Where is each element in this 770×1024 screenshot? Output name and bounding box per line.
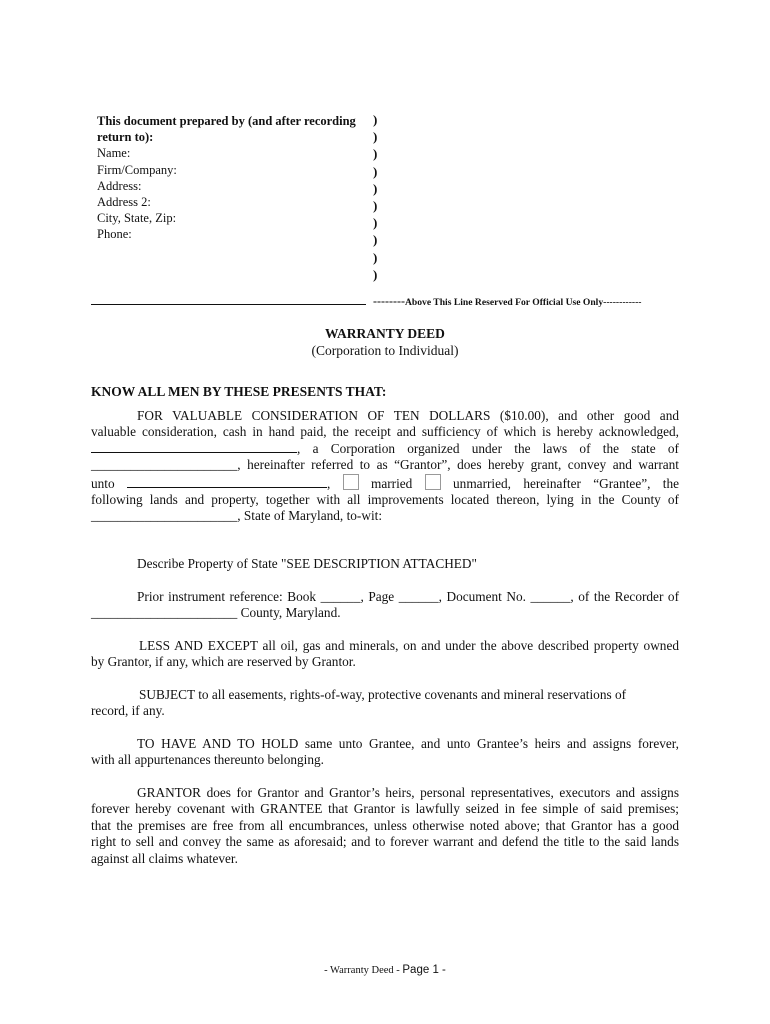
subject-line1: SUBJECT to all easements, rights-of-way, protective covenants and mineral reservations of [139,687,627,702]
paren: ) [373,163,378,179]
county-blank[interactable]: ______________________ [91,508,238,524]
consideration-paragraph [91,408,679,525]
describe-line: Describe Property of State "SEE DESCRIPTION ATTACHED" [137,556,477,571]
consideration-line2: valuable consideration, cash in hand paid, the receipt and sufficiency of which is hereby acknowledged, [91,424,679,440]
paren: ) [373,215,378,231]
firm-field-label: Firm/Company: [97,162,177,177]
state-blank[interactable]: ______________________ [91,457,238,473]
prepared-by-heading-line1: This document prepared by (and after recording [97,114,356,128]
consideration-line7-text: , State of Maryland, to-wit: [237,508,383,524]
prior-instrument-paragraph [91,589,679,622]
page-footer [0,964,770,976]
paren: ) [373,180,378,196]
prepared-by-block [97,113,365,243]
document-title: WARRANTY DEED [325,326,445,341]
reserved-dashes-left: -------- [373,294,405,308]
habendum-line2: with all appurtenances thereunto belonging. [91,752,324,768]
name-field-label: Name: [97,146,131,161]
paren: ) [373,232,378,248]
habendum-paragraph [91,736,679,769]
less-except-line2: by Grantor, if any, which are reserved by Grantor. [91,654,356,670]
unmarried-checkbox[interactable] [425,474,441,490]
subject-paragraph [91,687,679,720]
consideration-line3-text: , a Corporation organized under the laws of the state of [297,440,679,456]
paren: ) [373,198,378,214]
address2-field-label: Address 2: [97,195,151,210]
phone-field-label: Phone: [97,227,132,242]
paren: ) [373,112,378,127]
less-except-line1: LESS AND EXCEPT all oil, gas and minerals, on and under the above described property owned [139,638,679,653]
unmarried-label: unmarried, hereinafter “Grantee”, the [453,475,680,491]
city-state-zip-field-label: City, State, Zip: [97,211,177,226]
consideration-line7 [91,508,679,524]
paren: ) [373,129,378,145]
married-checkbox[interactable] [343,474,359,490]
prepared-by-heading-line2: return to): [97,130,154,145]
covenant-line4: right to sell and convey the same as aforesaid; and to forever warrant and defend the title to the said lands [91,834,679,850]
paren-column [373,111,377,283]
reserved-text: Above This Line Reserved For Official Use Only [404,297,604,308]
consideration-line4-text: , hereinafter referred to as “Grantor”, does hereby grant, convey and warrant [237,457,679,473]
covenant-line2: forever hereby covenant with GRANTEE that Grantor is lawfully seized in fee simple of said premises; [91,801,679,817]
married-label: married [370,475,413,491]
reserved-dashes-right: ------------ [603,297,642,308]
reserved-line [373,294,642,309]
consideration-line1: FOR VALUABLE CONSIDERATION OF TEN DOLLARS ($10.00), and other good and [137,408,679,423]
paren: ) [373,266,378,282]
know-all-heading: KNOW ALL MEN BY THESE PRESENTS THAT: [91,384,387,399]
consideration-line5: unto , married unmarried, hereinafter “Grantee”, the [91,475,680,491]
grantor-name-blank[interactable] [91,441,297,453]
document-subtitle: (Corporation to Individual) [311,343,459,358]
covenant-paragraph [91,785,679,867]
describe-paragraph [91,556,679,572]
subject-line2: record, if any. [91,703,165,719]
consideration-line3 [91,441,679,457]
consideration-line4 [91,457,679,473]
address-field-label: Address: [97,178,142,193]
habendum-line1: TO HAVE AND TO HOLD same unto Grantee, and unto Grantee’s heirs and assigns forever, [137,736,679,751]
grantee-name-blank[interactable] [127,476,327,488]
footer-page-number: Page 1 - [402,964,446,976]
prior-line1: Prior instrument reference: Book ______, Page ______, Document No. ______, of the Recorder of [137,589,679,604]
paren: ) [373,146,378,162]
signature-rule [91,304,366,305]
covenant-line1: GRANTOR does for Grantor and Grantor’s heirs, personal representatives, executors and assigns [137,785,679,800]
prior-line2: ______________________ County, Maryland. [91,605,341,621]
covenant-line3: that the premises are free from all encumbrances, unless otherwise noted above; that Grantor has a good [91,817,679,833]
paren: ) [373,249,378,265]
covenant-line5: against all claims whatever. [91,850,238,866]
consideration-line6: following lands and property, together with all improvements located thereon, lying in the County of [91,492,679,508]
footer-label: - Warranty Deed - [324,965,400,976]
unto-text: unto [91,475,115,491]
less-except-paragraph [91,638,679,671]
